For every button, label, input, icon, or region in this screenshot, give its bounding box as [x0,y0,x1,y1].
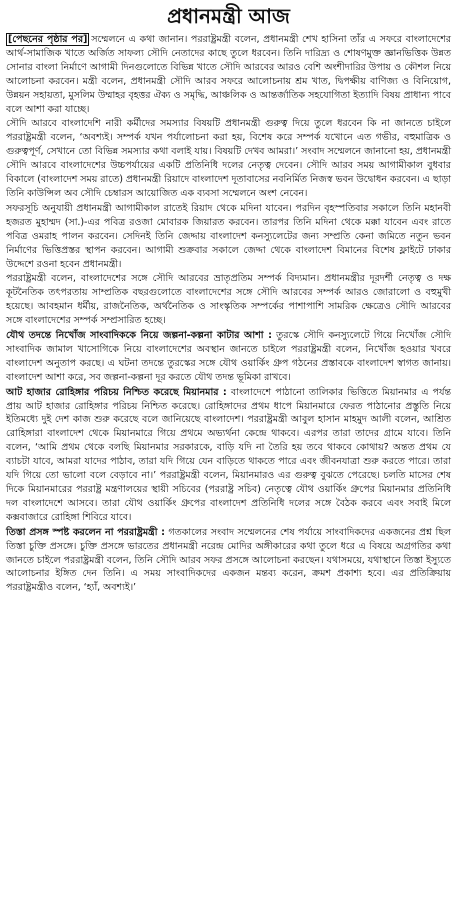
section-body: গতকালের সংবাদ সম্মেলনের শেষ পর্যায়ে সাংবাদিকদের একজনের প্রশ্ন ছিল তিস্তা চুক্তি প্রসঙ্গে। চুক্তি প্রসঙ্গে ভারতের প্রধানমন্ত্রী নরেন্দ্র মোদির অঙ্গীকারের কথা তুলে ধরে এ বিষয়ে অগ্রগতির কথা জানতে চাইলে পররাষ্ট্রমন্ত্রী বলেন, তিনি সৌদি আরব সফর প্রসঙ্গে আলোচনা করছেন। যথাসময়ে, যথাস্থানে তিস্তা ইস্যুতে আলোচনার ইঙ্গিত দেন তিনি। এ সময় সাংবাদিকদের একজন মন্তব্য করেন, ক্রমশ প্রকাশ্য হবে। এর প্রতিক্রিয়ায় পররাষ্ট্রমন্ত্রীও বলেন, ‘হ্যাঁ, অবশ্যই।’ [6,526,451,594]
body-paragraph: সৌদি আরবে বাংলাদেশি নারী কর্মীদের সমস্যার বিষয়টি প্রধানমন্ত্রী গুরুত্ব দিয়ে তুলে ধরবেন কি না জানতে চাইলে পররাষ্ট্রমন্ত্রী বলেন, ‘অবশ্যই। সম্পর্ক যখন পর্যালোচনা করা হয়, বিশেষ করে সম্পর্ক যখোনে এত গভীর, বহুমাত্রিক ও গুরুত্বপূর্ণ, সেখানে তো বিভিন্ন সমস্যার কথা বলাই যায়। বিষয়টি দেখব আমরা।’ সংবাদ সম্মেলনে জানানো হয়, প্রধানমন্ত্রী সৌদি আরবে বাংলাদেশের উচ্চপর্যায়ের একটি প্রতিনিধি দলের নেতৃত্ব দেবেন। সৌদি আরব সময় আগামীকাল বুধবার বিকালে (বাংলাদেশ সময় রাতে) প্রধানমন্ত্রী রিয়াদে বাংলাদেশ দূতাবাসের নবনির্মিত নিজস্ব ভবন উদ্বোধন করবেন। এ ছাড়া তিনি কাউন্সিল অব সৌদি চেম্বারস আয়োজিত এক ব্যবসা সম্মেলনে অংশ নেবেন। [6,118,451,199]
section-heading: তিস্তা প্রসঙ্গ স্পষ্ট করলেন না পররাষ্ট্রমন্ত্রী : [6,526,165,538]
article-headline: প্রধানমন্ত্রী আজ [167,4,290,28]
body-paragraph: সফরসূচি অনুযায়ী প্রধানমন্ত্রী আগামীকাল রাতেই রিয়াদ থেকে মদিনা যাবেন। পরদিন বৃহস্পতিবার সকালে তিনি মহানবী হজরত মুহাম্মদ (সা.)-এর পবিত্র রওজা মোবারক জিয়ারত করবেন। তারপর তিনি মদিনা থেকে মক্কা যাবেন এবং রাতে পবিত্র ওমরাহ পালন করবেন। সেদিনই তিনি জেদ্দায় বাংলাদেশ কনস্যুলেটের জন্য সম্প্রতি কেনা জমিতে নতুন ভবন নির্মাণের ভিত্তিপ্রস্তর স্থাপন করবেন। আগামী শুক্রবার সকালে জেদ্দা থেকে বাংলাদেশ বিমানের বিশেষ ফ্লাইটে ঢাকার উদ্দেশে রওনা হবেন প্রধানমন্ত্রী। [6,202,451,270]
body-paragraph: পররাষ্ট্রমন্ত্রী বলেন, বাংলাদেশের সঙ্গে সৌদি আরবের ভ্রাতৃপ্রতিম সম্পর্ক বিদ্যমান। প্রধানমন্ত্রীর দূরদর্শী নেতৃত্ব ও দক্ষ কূটনৈতিক তৎপরতায় সাম্প্রতিক বছরগুলোতে বাংলাদেশের সঙ্গে সৌদি আরবের সম্পর্ক আরও জোরালো ও বহুমুখী হয়েছে। আবহমান ধর্মীয়, রাজনৈতিক, অর্থনৈতিক ও সাংস্কৃতিক সম্পর্কের পাশাপাশি সামরিক ক্ষেত্রেও সৌদি আরবের সঙ্গে বাংলাদেশের সম্পর্ক সম্প্রসারিত হচ্ছে। [6,273,451,327]
continuation-tag: [পেছনের পৃষ্ঠার পর] [8,34,88,45]
section-body: বাংলাদেশে পাঠানো তালিকার ভিত্তিতে মিয়ানমার এ পর্যন্ত প্রায় আট হাজার রোহিঙ্গার পরিচয় নিশ্চিত করেছে। রোহিঙ্গাদের প্রথম ধাপে মিয়ানমারে ফেরত পাঠানোর প্রস্তুতি নিয়ে ইতিমধ্যে দুই দেশ কাজ শুরু করেছে বলে জানিয়েছে বাংলাদেশ। পররাষ্ট্রমন্ত্রী আবুল হাসান মাহমুদ আলী বলেন, আশ্রিত রোহিঙ্গারা বাংলাদেশ থেকে মিয়ানমারে গিয়ে প্রথমে অভ্যর্থনা কেন্দ্রে থাকবে। এরপর তারা তাদের গ্রামে যাবে। তিনি বলেন, ‘আমি প্রথম থেকে বলছি মিয়ানমার সরকারকে, বাড়ি যদি না তৈরি হয় তবে থাকবে কোথায়? অন্তত প্রথম যে ব্যাচটা যাবে, আমরা যাদের পাঠাব, তারা যদি গিয়ে যেন বাড়িতে থাকতে পারে এবং জীবনযাত্রা শুরু করতে পারে। তারা যদি গিয়ে তো ভালো বলে বেড়াবে না।’ পররাষ্ট্রমন্ত্রী বলেন, মিয়ানমারও এর গুরুত্ব বুঝতে পেরেছে। চলতি মাসের শেষ দিকে মিয়ানমারের পররাষ্ট্র মন্ত্রণালয়ের স্থায়ী সচিবের (পররাষ্ট্র সচিব) নেতৃত্বে যৌথ ওয়ার্কিং গ্রুপের মিয়ানমার প্রতিনিধি দল বাংলাদেশে আসবে। তারা যৌথ ওয়ার্কিং গ্রুপের বাংলাদেশ প্রতিনিধি দলের সঙ্গে বৈঠক করবে এবং সবাই মিলে কক্সবাজারে রোহিঙ্গা শিবিরে যাবে। [6,386,451,523]
section-khashoggi [6,329,451,385]
section-teesta [6,526,451,596]
section-heading: যৌথ তদন্তে নিখোঁজ সাংবাদিককে নিয়ে জল্পনা-কল্পনা কাটার আশা : [6,330,272,342]
section-rohingya [6,386,451,525]
news-article [6,4,451,595]
intro-paragraph [6,33,451,116]
section-body: তুরস্কে সৌদি কনস্যুলেটে গিয়ে নিখোঁজ সৌদি সাংবাদিক জামাল খাসোগিকে নিয়ে বাংলাদেশের অবস্থান জানতে চাইলে পররাষ্ট্রমন্ত্রী বলেন, নিখোঁজ হওয়ার খবরে বাংলাদেশ অনুতাপ করছে। এ ঘটনা তদন্তে তুরস্কের সঙ্গে যৌথ ওয়ার্কিং গ্রুপ গঠনের প্রস্তাবকে বাংলাদেশ স্বাগত জানায়। বাংলাদেশ আশা করে, সব জল্পনা-কল্পনা দূর করতে যৌথ তদন্ত ভূমিকা রাখবে। [6,330,452,383]
intro-text: সম্মেলনে এ কথা জানান। পররাষ্ট্রমন্ত্রী বলেন, প্রধানমন্ত্রী শেখ হাসিনা তাঁর এ সফরে বাংলাদেশের আর্থ-সামাজিক খাতে অর্জিত সাফল্য সৌদি নেতাদের কাছে তুলে ধরবেন। তিনি দারিদ্র্য ও শোষণমুক্ত জ্ঞানভিত্তিক উন্নত সোনার বাংলা নির্মাণে আগামী দিনগুলোতে বিভিন্ন খাতে সৌদি আরবের আরও বেশি অংশীদারির উপায় ও কৌশল নিয়ে আলোচনা করবেন। মন্ত্রী বলেন, প্রধানমন্ত্রী সৌদি আরব সফরে আলোচনায় শ্রম খাত, দ্বিপক্ষীয় বাণিজ্য ও বিনিয়োগ, উন্নয়ন সহায়তা, মুসলিম উম্মাহর বৃহত্তর ঐক্য ও সমৃদ্ধি, আঞ্চলিক ও আন্তর্জাতিক সহযোগিতা ইত্যাদি বিষয় প্রাধান্য পাবে বলে আশা করা যাচ্ছে। [6,34,451,115]
section-heading: আট হাজার রোহিঙ্গার পরিচয় নিশ্চিত করেছে মিয়ানমার : [6,386,227,398]
